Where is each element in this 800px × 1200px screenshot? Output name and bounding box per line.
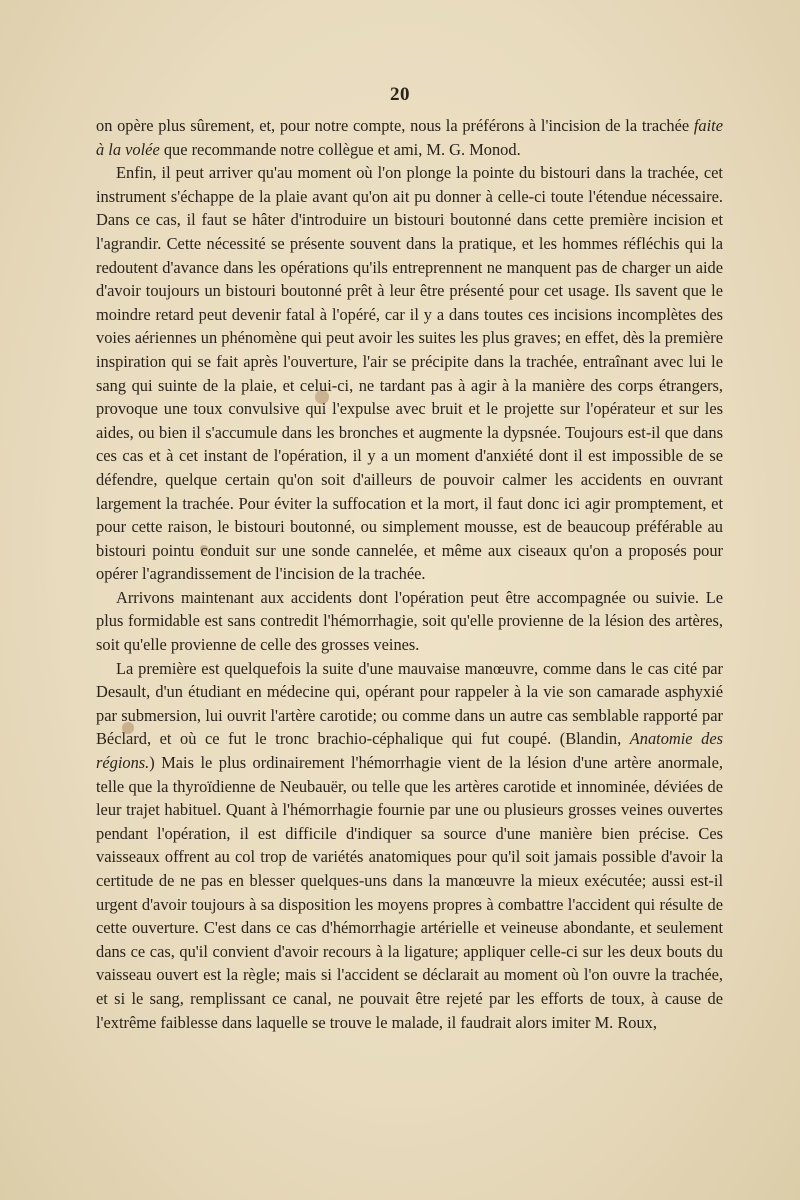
paragraph-p3: [96, 586, 723, 657]
paragraph-p1: [96, 114, 723, 161]
italic-text: faite à la volée: [96, 116, 723, 159]
text-run: Enfin, il peut arriver qu'au moment où l'on plonge la pointe du bistouri dans la trachée, cet instrument s'échappe de la plaie avant qu'on ait pu donner à celle-ci toute l'étendue nécessaire. Dans ce cas, il faut se hâter d'introduire un bistouri boutonné dans cette première incision et l'agrandir. Cette nécessité se présente souvent dans la pratique, et les hommes réfléchis qui la redoutent d'avance dans les opérations qu'ils entreprennent ne manquent pas de charger un aide d'avoir toujours un bistouri boutonné prêt à leur être présenté pour cet usage. Ils savent que le moindre retard peut devenir fatal à l'opéré, car il y a dans toutes ces incisions incomplètes des voies aériennes un phénomène qui peut avoir les suites les plus graves; en effet, dès la première inspiration qui se fait après l'ouverture, l'air se précipite dans la trachée, entraînant avec lui le sang qui suinte de la plaie, et celui-ci, ne tardant pas à agir à la manière des corps étrangers, provoque une toux convulsive qui l'expulse avec bruit et le projette sur l'opérateur et sur les aides, ou bien il s'accumule dans les bronches et augmente la dypsnée. Toujours est-il que dans ces cas et à cet instant de l'opération, il y a un moment d'anxiété dont il est impossible de se défendre, quelque certain qu'on soit d'ailleurs de pouvoir calmer les accidents en ouvrant largement la trachée. Pour éviter la suffocation et la mort, il faut donc ici agir promptement, et pour cette raison, le bistouri boutonné, ou simplement mousse, est de beaucoup préférable au bistouri pointu conduit sur une sonde cannelée, et même aux ciseaux qu'on a proposés pour opérer l'agrandissement de l'incision de la trachée.: [96, 163, 723, 584]
body-text: [96, 114, 723, 1034]
text-run: que recommande notre collègue et ami, M. G. Monod.: [159, 139, 521, 159]
page-number: 20: [390, 84, 410, 105]
text-run: Arrivons maintenant aux accidents dont l'opération peut être accompagnée ou suivie. Le plus formidable est sans contredit l'hémorrhagie, soit qu'elle provienne de la lésion des artères, soit qu'elle provienne de celle des grosses veines.: [96, 587, 723, 655]
paragraph-p4: [96, 657, 723, 1035]
text-run: La première est quelquefois la suite d'une mauvaise manœuvre, comme dans le cas cité par Desault, d'un étudiant en médecine qui, opérant pour rappeler à la vie son camarade asphyxié par submersion, lui ouvrit l'artère carotide; ou comme dans un autre cas semblable rapporté par Béclard, et où ce fut le tronc brachio-céphalique qui fut coupé. (Blandin,: [96, 658, 723, 749]
text-run: on opère plus sûrement, et, pour notre compte, nous la préférons à l'incision de la trachée: [96, 116, 694, 135]
italic-text: Anatomie des régions.: [96, 729, 723, 773]
paragraph-p2: [96, 161, 723, 586]
text-run: ) Mais le plus ordinairement l'hémorrhagie vient de la lésion d'une artère anormale, telle que la thyroïdienne de Neubauër, ou telle que les artères carotide et innominée, déviées de leur trajet habituel. Quant à l'hémorrhagie fournie par une ou plusieurs grosses veines ouvertes pendant l'opération, il est difficile d'indiquer sa source d'une manière bien précise. Ces vaisseaux offrent au col trop de variétés anatomiques pour qu'il soit jamais possible d'avoir la certitude de ne pas en blesser quelques-uns dans la manœuvre la mieux exécutée; aussi est-il urgent d'avoir toujours à sa disposition les moyens propres à combattre l'accident qui résulte de cette ouverture. C'est dans ce cas d'hémorrhagie artérielle et veineuse abondante, et seulement dans ce cas, qu'il convient d'avoir recours à la ligature; appliquer celle-ci sur les deux bouts du vaisseau ouvert est la règle; mais si l'accident se déclarait au moment où l'on ouvre la trachée, et si le sang, remplissant ce canal, ne pouvait être rejeté par les efforts de toux, à cause de l'extrême faiblesse dans laquelle se trouve le malade, il faudrait alors imiter M. Roux,: [96, 753, 723, 1032]
